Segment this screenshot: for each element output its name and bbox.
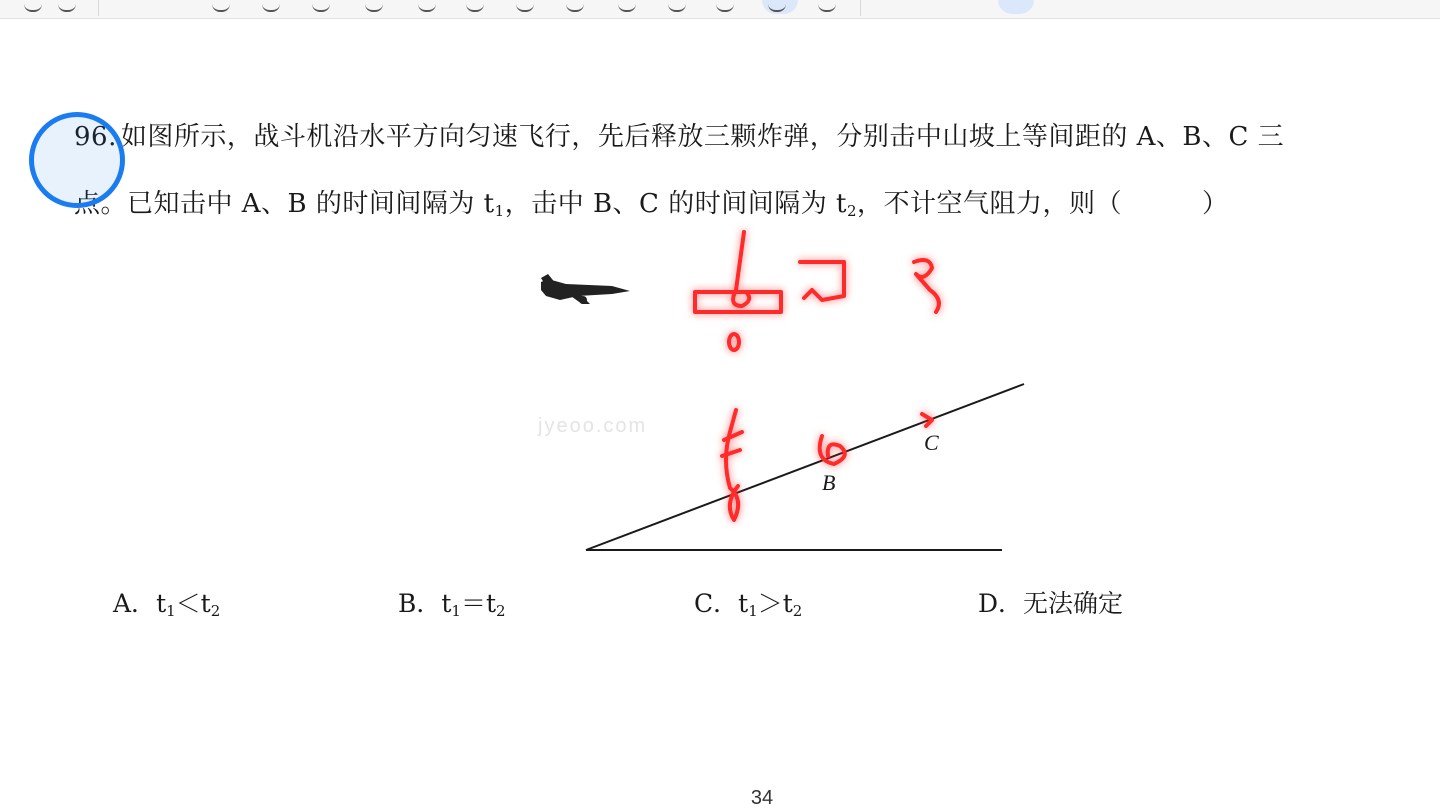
question-line-1-text: 如图所示，战斗机沿水平方向匀速飞行，先后释放三颗炸弹，分别击中山坡上等间距的 A、B、C 三 [120,122,1285,152]
option-a-t1: t [156,589,167,618]
option-a-label: A． [113,589,157,618]
point-b-label: B [822,470,836,495]
subscript-1: 1 [494,202,505,220]
question-text-a: 点。已知击中 A、B 的时间间隔为 t [74,189,495,219]
point-c-label: C [924,430,939,455]
option-b-sub2: 2 [496,602,506,620]
option-a-t2: t [200,589,211,618]
watermark: jyeoo.com [538,415,648,437]
option-c-sub1: 1 [748,602,758,620]
annotation-stroke-1 [733,232,749,306]
question-number: 96. [74,122,117,152]
option-d[interactable] [978,584,1123,620]
question-text-c: ，不计空气阻力，则（ [856,189,1122,219]
option-c-t2: t [782,589,793,618]
option-a[interactable] [113,584,220,620]
option-b-sub1: 1 [451,602,461,620]
annotation-stroke-2 [800,262,844,300]
option-b-t2: t [485,589,497,618]
option-b-op: ＝ [460,589,486,618]
annotation-stroke-a [726,410,738,520]
option-d-text: 无法确定 [1023,589,1124,618]
option-c-label: C． [694,589,739,618]
annotation-stroke-3 [914,260,939,312]
handwritten-annotations [695,232,939,520]
option-b[interactable] [398,584,506,620]
option-c-t1: t [738,589,749,618]
option-b-t1: t [441,589,452,618]
question-text-d: ） [1202,189,1229,219]
subscript-2: 2 [846,202,857,220]
slope-line [586,384,1024,550]
annotation-stroke-b [820,436,845,464]
page-number: 34 [750,787,774,809]
option-d-label: D． [978,589,1024,618]
fighter-jet-icon [541,274,630,304]
option-c[interactable] [694,584,802,620]
option-a-sub2: 2 [210,602,221,620]
option-c-op: ＞ [757,589,783,618]
option-c-sub2: 2 [792,602,803,620]
annotation-box [695,292,781,312]
option-a-sub1: 1 [166,602,176,620]
option-b-label: B． [398,589,442,618]
question-text-b: ，击中 B、C 的时间间隔为 t [504,189,847,219]
option-a-op: ＜ [175,589,201,618]
annotation-zero [729,334,739,350]
